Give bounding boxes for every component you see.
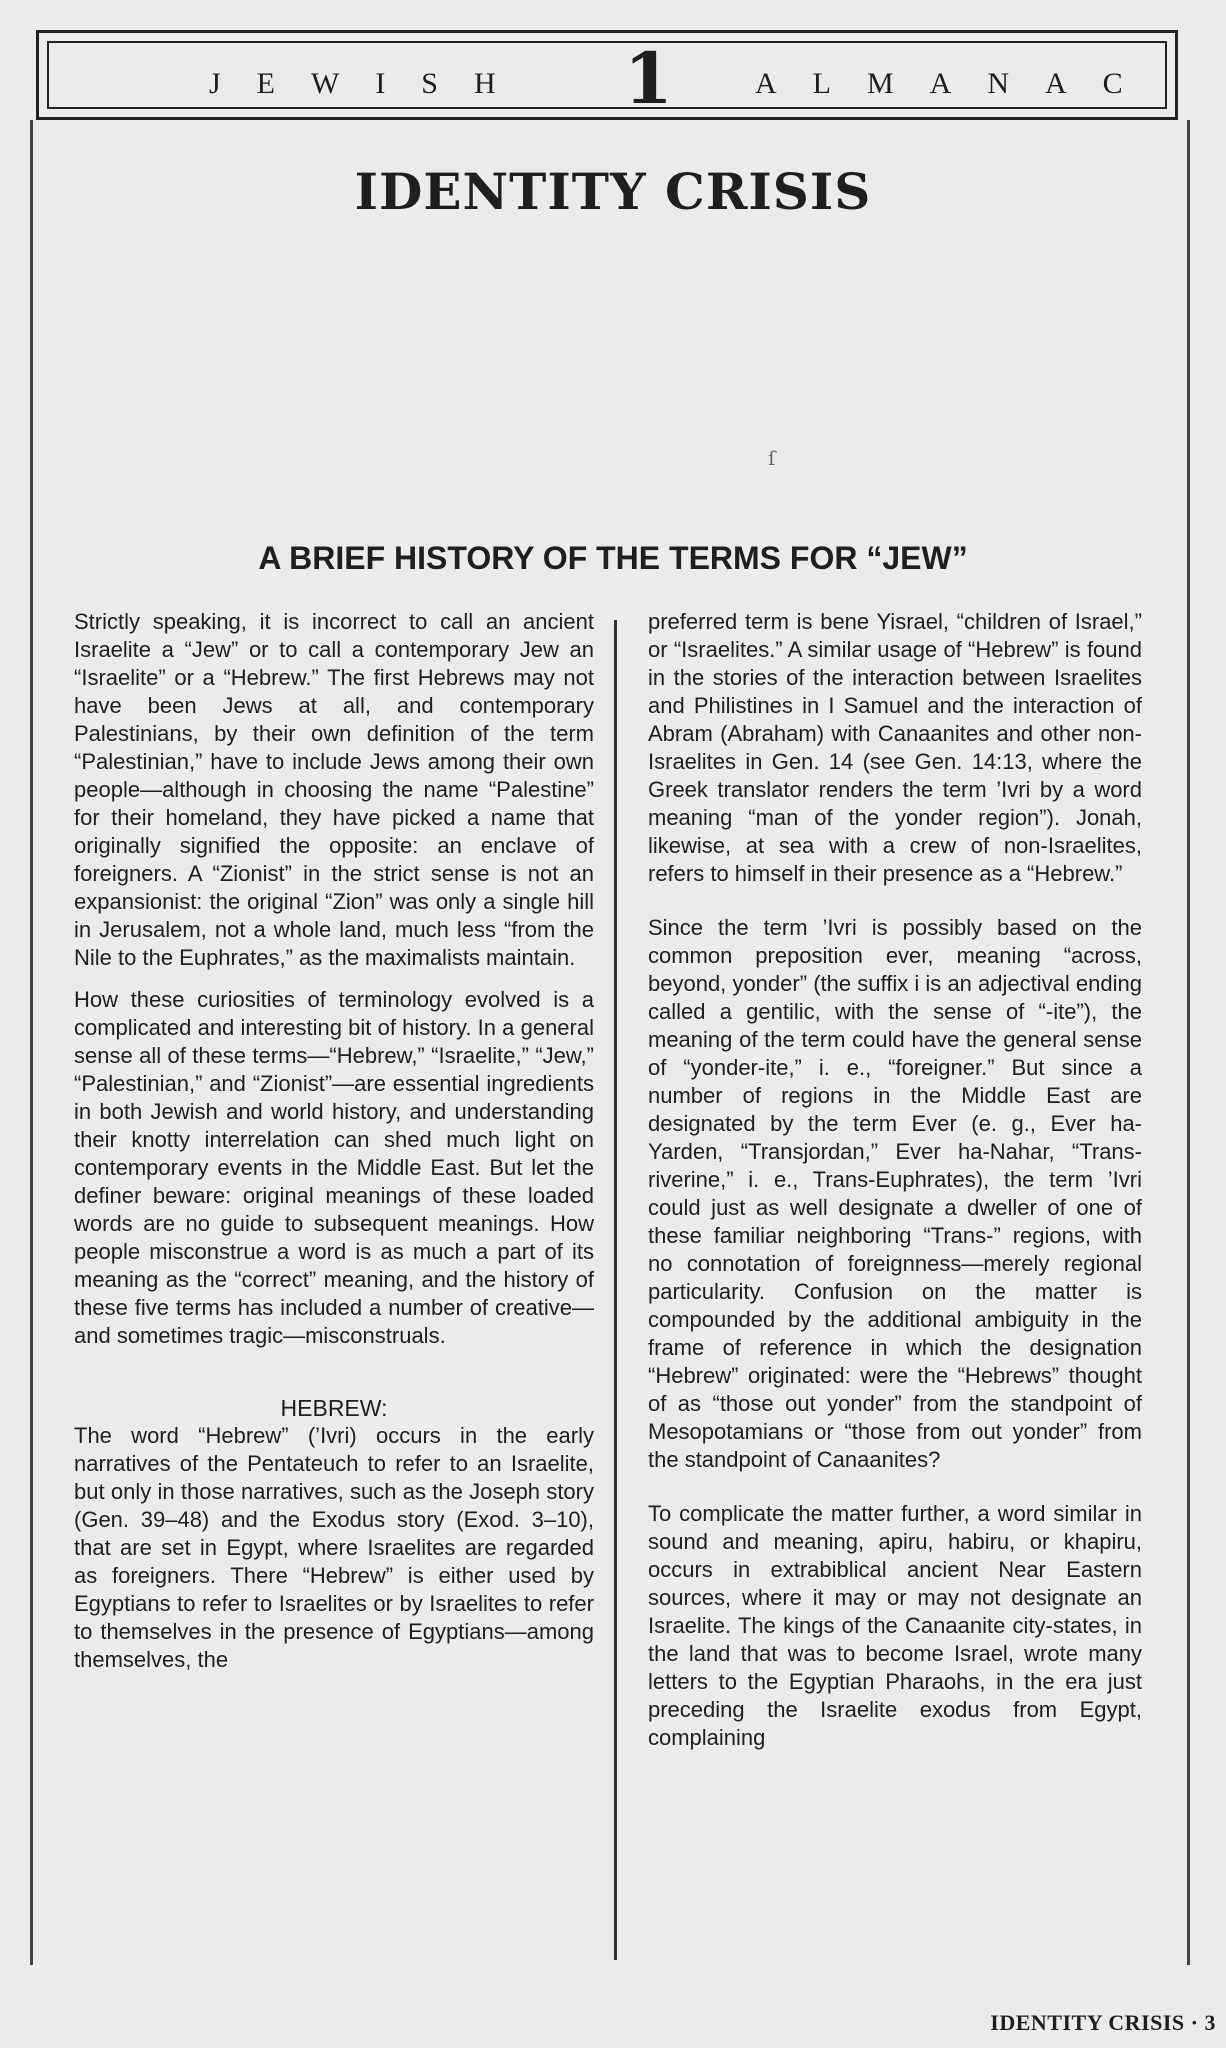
left-column bbox=[74, 608, 594, 1688]
section-title: A BRIEF HISTORY OF THE TERMS FOR “JEW” bbox=[258, 540, 968, 576]
column-divider bbox=[614, 620, 617, 1960]
page-frame-left-rule bbox=[30, 120, 33, 1965]
left-paragraph-3: The word “Hebrew” (’Ivri) occurs in the early narratives of the Pentateuch to refer to an Israelite, but only in those narratives, such as the Joseph story (Gen. 39–48) and the Exodus story (Exod. 3–10), that are set in Egypt, where Israelites are regarded as foreigners. There “Hebrew” is either used by Egyptians to refer to Israelites or by Israelites to refer to themselves in the presence of Egyptians—among themselves, the bbox=[74, 1423, 594, 1672]
right-column bbox=[648, 608, 1142, 1778]
chapter-title: IDENTITY CRISIS bbox=[354, 162, 872, 221]
page-footer: IDENTITY CRISIS · 3 bbox=[990, 2010, 1216, 2035]
right-paragraph-3: To complicate the matter further, a word similar in sound and meaning, apiru, habiru, or khapiru, occurs in extrabiblical ancient Near Eastern sources, where it may or may not designate an Israelite. The kings of the Canaanite city-states, in the land that was to become Israel, wrote many letters to the Egyptian Pharaohs, in the era just preceding the Israelite exodus from Egypt, complaining bbox=[648, 1501, 1142, 1750]
chapter-number: 1 bbox=[624, 37, 673, 120]
right-paragraph-2: Since the term ’Ivri is possibly based on the common preposition ever, meaning “across, beyond, yonder” (the suffix i is an adjectival ending called a gentilic, with the sense of “-ite”), the meaning of the term could have the general sense of “yonder-ite,” i. e., “foreigner.” But since a number of regions in the Middle East are designated by the term Ever (e. g., Ever ha-Yarden, “Transjordan,” Ever ha-Nahar, “Trans-riverine,” i. e., Trans-Euphrates), the term ’Ivri could just as well designate a dweller of one of these familiar neighboring “Trans-” regions, with no connotation of foreignness—merely regional particularity. Confusion on the matter is compounded by the additional ambiguity in the frame of reference in which the designation “Hebrew” originated: were the “Hebrews” thought of as “those out yonder” from the standpoint of Mesopotamians or “those from out yonder” from the standpoint of Canaanites? bbox=[648, 915, 1142, 1472]
right-paragraph-1: preferred term is bene Yisrael, “children of Israel,” or “Israelites.” A similar usage of “Hebrew” is found in the stories of the interaction between Israelites and Philistines in I Samuel and the interaction of Abram (Abraham) with Canaanites and other non-Israelites in Gen. 14 (see Gen. 14:13, where the Greek translator renders the term ’Ivri by a word meaning “man of the yonder region”). Jonah, likewise, at sea with a crew of non-Israelites, refers to himself in their presence as a “Hebrew.” bbox=[648, 609, 1142, 886]
header-right-word: ALMANAC bbox=[755, 67, 1159, 100]
running-header-inner-frame bbox=[47, 37, 1167, 120]
running-header bbox=[36, 30, 1178, 120]
header-left-word: JEWISH bbox=[209, 67, 532, 100]
stray-mark: ſ bbox=[768, 446, 776, 470]
page-frame-right-rule bbox=[1187, 120, 1190, 1965]
left-paragraph-1: Strictly speaking, it is incorrect to call an ancient Israelite a “Jew” or to call a contemporary Jew an “Israelite” or a “Hebrew.” The first Hebrews may not have been Jews at all, and contemporary Palestinians, by their own definition of the term “Palestinian,” have to include Jews among their own people—although in choosing the name “Palestine” for their homeland, they have picked a name that originally signified the opposite: an enclave of foreigners. A “Zionist” in the strict sense is not an expansionist: the original “Zion” was only a single hill in Jerusalem, not a whole land, much less “from the Nile to the Euphrates,” as the maximalists maintain. bbox=[74, 609, 594, 970]
subheading-hebrew: HEBREW: bbox=[280, 1395, 388, 1421]
left-paragraph-2: How these curiosities of terminology evolved is a complicated and interesting bit of history. In a general sense all of these terms—“Hebrew,” “Israelite,” “Jew,” “Palestinian,” and “Zionist”—are essential ingredients in both Jewish and world history, and understanding their knotty interrelation can shed much light on contemporary events in the Middle East. But let the definer beware: original meanings of these loaded words are no guide to subsequent meanings. How people misconstrue a word is as much a part of its meaning as the “correct” meaning, and the history of these five terms has included a number of creative—and sometimes tragic—misconstruals. bbox=[74, 987, 594, 1348]
